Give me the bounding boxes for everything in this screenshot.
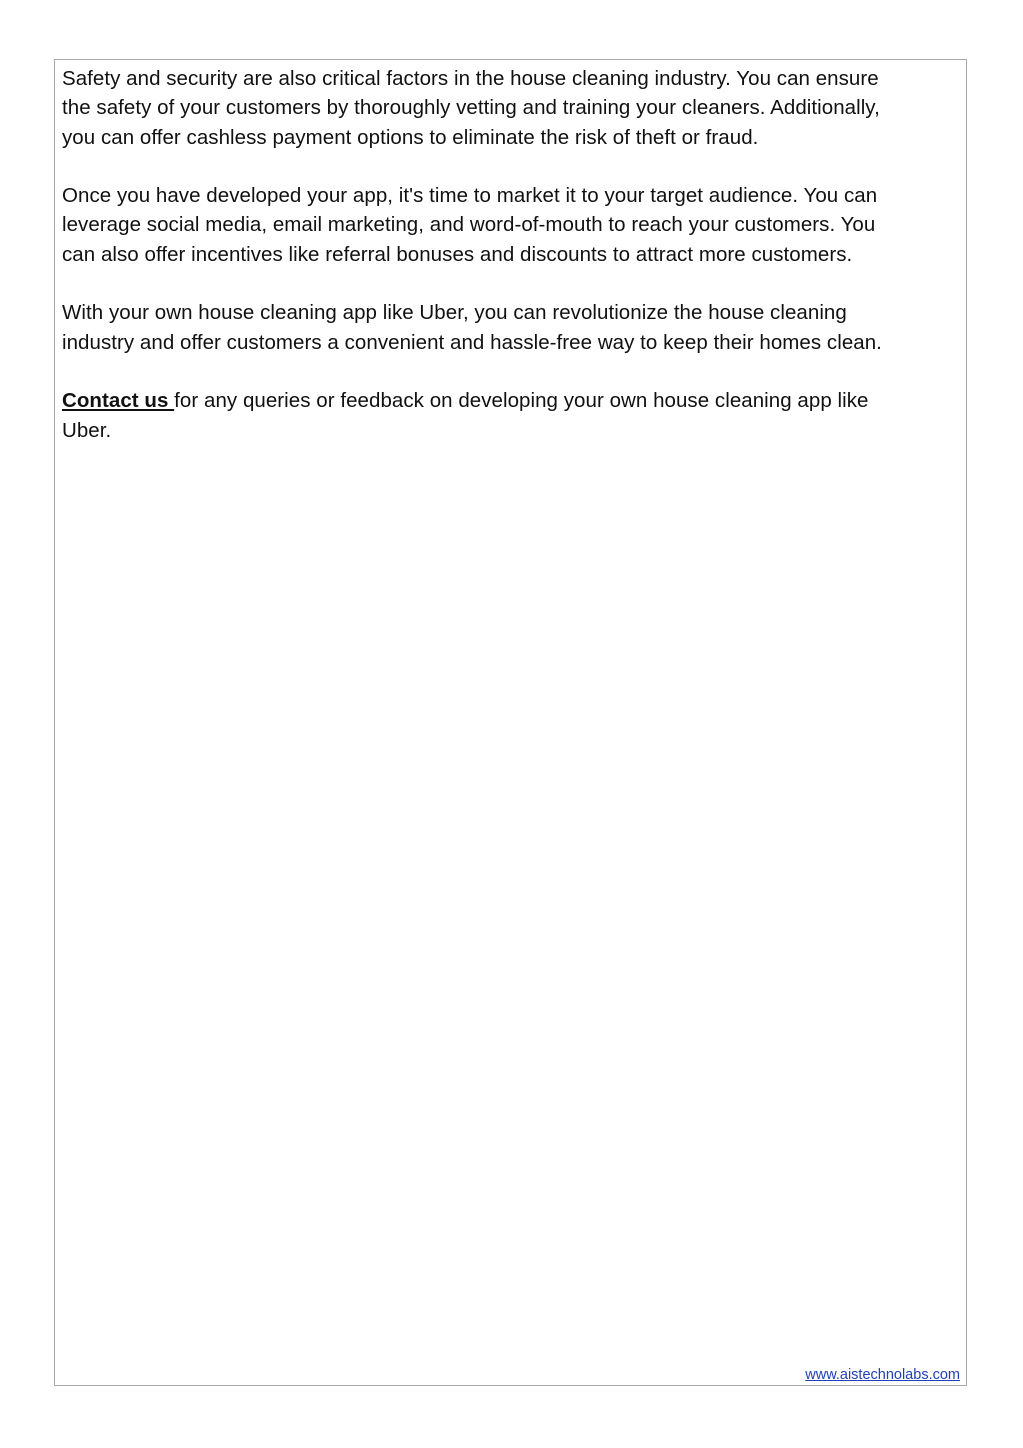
- paragraph-contact: [62, 386, 958, 445]
- paragraph-safety: Safety and security are also critical factors in the house cleaning industry. You can ensure the safety of your customers by thoroughly vetting and training your cleaners. Additionally, you can offer cashless payment options to eliminate the risk of theft or fraud.: [62, 67, 880, 149]
- paragraph-marketing: Once you have developed your app, it's time to market it to your target audience. You can leverage social media, email marketing, and word-of-mouth to reach your customers. You can also offer incentives like referral bonuses and discounts to attract more customers.: [62, 184, 878, 266]
- contact-us-link[interactable]: Contact us: [62, 389, 175, 413]
- page-frame: [54, 59, 967, 1386]
- paragraph-conclusion: With your own house cleaning app like Uber, you can revolutionize the house cleaning industry and offer customers a convenient and hassle-free way to keep their homes clean.: [62, 301, 882, 354]
- document-body: [62, 64, 958, 474]
- footer-website-link[interactable]: www.aistechnolabs.com: [805, 1367, 960, 1383]
- contact-text: for any queries or feedback on developing your own house cleaning app like Uber.: [62, 389, 869, 442]
